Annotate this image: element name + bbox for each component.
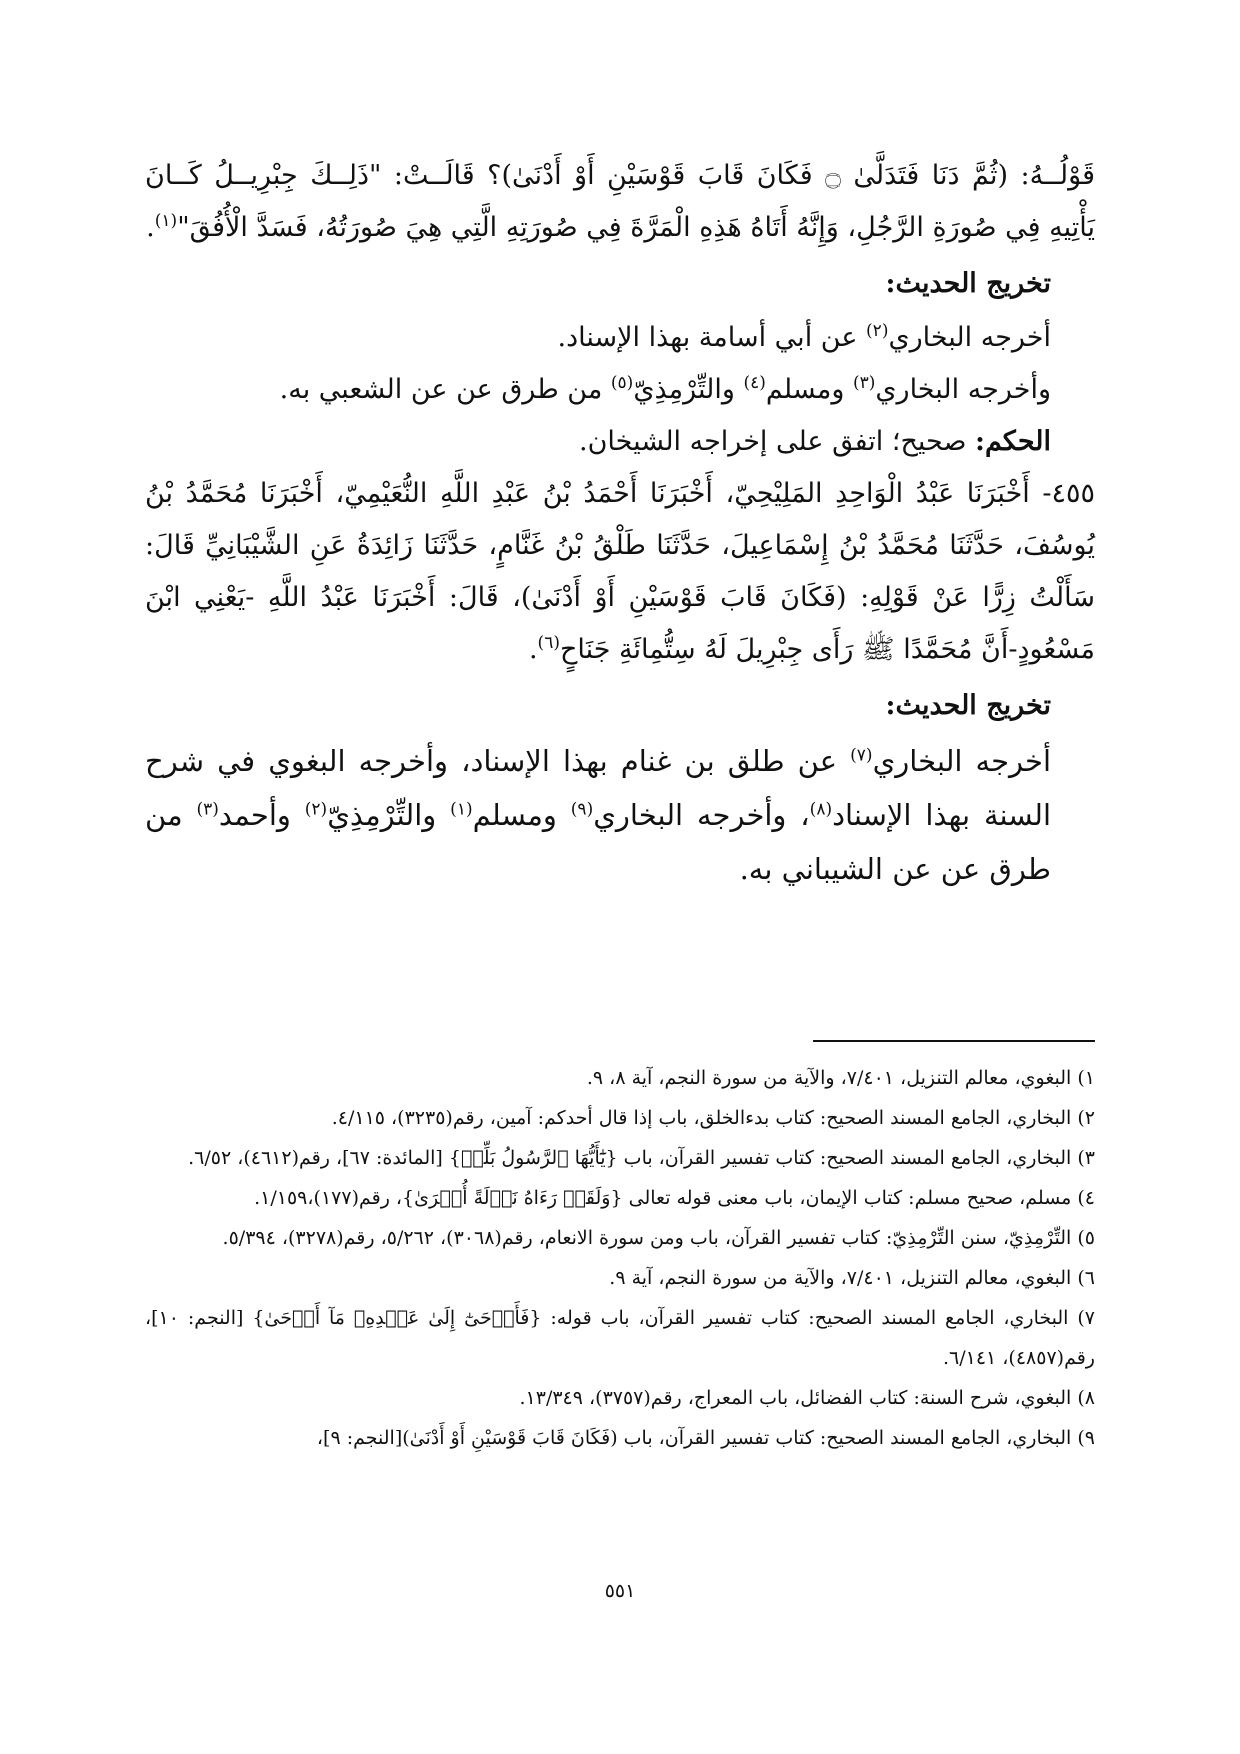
footnote-ref-1[interactable]: (١) <box>154 211 178 231</box>
footnotes-section <box>145 1058 1095 1458</box>
section-heading-takhrij-2: تخريج الحديث: <box>885 690 1051 721</box>
text-run: أخرجه البخاري <box>872 744 1051 778</box>
hadith-text: ٤٥٥- أَخْبَرَنَا عَبْدُ الْوَاحِدِ المَلِيْحِيّ، أَخْبَرَنَا أَحْمَدُ بْنُ عَبْدِ اللَّهِ النُّعَيْمِيّ، أَخْبَرَنَا مُحَمَّدُ بْنُ يُوسُفَ، حَدَّثَنَا مُحَمَّدُ بْنُ إِسْمَاعِيلَ، حَدَّثَنَا طَلْقُ بْنُ غَنَّامٍ، حَدَّثَنَا زَائِدَةُ عَنِ الشَّيْبَانِيِّ قَالَ: سَأَلْتُ زِرًّا عَنْ قَوْلِهِ: (فَكَانَ قَابَ قَوْسَيْنِ أَوْ أَدْنَىٰ)، قَالَ: أَخْبَرَنَا عَبْدُ اللَّهِ -يَعْنِي ابْنَ مَسْعُودٍ-أَنَّ مُحَمَّدًا ﷺ رَأَى جِبْرِيلَ لَهُ سِتُّمِائَةِ جَنَاحٍ <box>145 478 1095 665</box>
footnote-ref-next-2[interactable]: (٢) <box>304 799 328 820</box>
footnote-ref-3[interactable]: (٣) <box>852 373 876 393</box>
footnote-ref-7[interactable]: (٧) <box>850 745 873 766</box>
text-run: ، وأخرجه البخاري <box>593 798 810 832</box>
quote-text: قَوْلُــهُ: (ثُمَّ دَنَا فَتَدَلَّىٰ ۝ فَكَانَ قَابَ قَوْسَيْنِ أَوْ أَدْنَىٰ)؟ قَالَــتْ: "ذَلِــكَ جِبْرِيــلُ كَــانَ يَأْتِيهِ فِي صُورَةِ الرَّجُلِ، وَإِنَّهُ أَتَاهُ هَذِهِ الْمَرَّةَ فِي صُورَتِهِ الَّتِي هِيَ صُورَتُهُ، فَسَدَّ الْأُفُقَ" <box>145 160 1096 243</box>
text-run: أخرجه البخاري <box>888 322 1051 353</box>
footnote-divider <box>813 1040 1095 1042</box>
section-heading-takhrij: تخريج الحديث: <box>885 268 1051 299</box>
text-run: من طرق عن عن الشعبي به. <box>279 374 611 405</box>
footnote-ref-5[interactable]: (٥) <box>610 373 634 393</box>
footnote-9: ٩) البخاري، الجامع المسند الصحيح: كتاب تفسير القرآن، باب (فَكَانَ قَابَ قَوْسَيْنِ أَوْ أَدْنَىٰ)[النجم: ٩]، <box>316 1427 1095 1449</box>
footnote-ref-6[interactable]: (٦) <box>537 633 560 653</box>
hukm-line <box>145 416 1095 468</box>
text-run: وأخرجه البخاري <box>875 374 1051 405</box>
text-run: ومسلم <box>765 374 853 405</box>
text-run: من طرق عن عن الشيباني به. <box>145 798 1051 886</box>
text-run: عن أبي أسامة بهذا الإسناد. <box>557 322 867 353</box>
footnote-1: ١) البغوي، معالم التنزيل، ٧/٤٠١، والآية من سورة النجم، آية ٨، ٩. <box>586 1067 1095 1089</box>
text-run: ومسلم <box>472 798 571 832</box>
footnote-ref-8[interactable]: (٨) <box>809 799 833 820</box>
footnote-8: ٨) البغوي، شرح السنة: كتاب الفضائل، باب المعراج، رقم(٣٧٥٧)، ١٣/٣٤٩. <box>519 1387 1095 1409</box>
footnote-ref-next-1[interactable]: (١) <box>450 799 473 820</box>
main-text <box>145 150 1095 896</box>
footnote-ref-2[interactable]: (٢) <box>866 321 889 341</box>
takhrij-line-1 <box>145 312 1095 364</box>
page-number: ٥٥١ <box>604 1580 636 1602</box>
hadith-455-paragraph <box>145 468 1095 676</box>
quote-paragraph <box>145 150 1095 254</box>
footnote-ref-4[interactable]: (٤) <box>743 373 766 393</box>
text-run: والتِّرْمِذِيّ <box>633 374 744 405</box>
footnote-6: ٦) البغوي، معالم التنزيل، ٧/٤٠١، والآية من سورة النجم، آية ٩. <box>609 1267 1095 1289</box>
hukm-text: صحيح؛ اتفق على إخراجه الشيخان. <box>579 426 975 457</box>
footnote-5: ٥) التِّرْمِذِيّ، سنن التِّرْمِذِيّ: كتاب تفسير القرآن، باب ومن سورة الانعام، رقم(٣٠٦٨)، ٥/٢٦٢، رقم(٣٢٧٨)، ٥/٣٩٤. <box>222 1227 1095 1249</box>
text-run: عن طلق بن غنام بهذا الإسناد، وأخرجه البغوي في شرح السنة بهذا الإسناد <box>145 744 1052 832</box>
footnote-2: ٢) البخاري، الجامع المسند الصحيح: كتاب بدءالخلق، باب إذا قال أحدكم: آمين، رقم(٣٢٣٥)، ٤/١١٥. <box>331 1107 1095 1129</box>
footnote-ref-9[interactable]: (٩) <box>570 799 594 820</box>
footnote-ref-next-3[interactable]: (٣) <box>196 799 219 820</box>
takhrij-paragraph-2 <box>145 734 1095 896</box>
footnote-3: ٣) البخاري، الجامع المسند الصحيح: كتاب تفسير القرآن، باب {يَٰٓأَيُّهَا ٱلرَّسُولُ بَلِّغۡ} [المائدة: ٦٧]، رقم(٤٦١٢)، ٦/٥٢. <box>188 1147 1095 1169</box>
footnote-7: ٧) البخاري، الجامع المسند الصحيح: كتاب تفسير القرآن، باب قوله: {فَأَوۡحَىٰٓ إِلَىٰ عَبۡدِهِۦ مَآ أَوۡحَىٰ} [النجم: ١٠]، رقم(٤٨٥٧)، ٦/١٤١. <box>145 1307 1095 1369</box>
takhrij-line-2 <box>145 364 1095 416</box>
footnote-4: ٤) مسلم، صحيح مسلم: كتاب الإيمان، باب معنى قوله تعالى {وَلَقَدۡ رَءَاهُ نَزۡلَةً أُخۡرَىٰ}، رقم(١٧٧)،١/١٥٩. <box>254 1187 1095 1209</box>
text-run: وأحمد <box>218 798 305 832</box>
text-run: والتِّرْمِذِيّ <box>327 798 451 832</box>
punctuation: . <box>528 634 538 665</box>
punctuation: . <box>146 212 155 243</box>
hukm-label: الحكم: <box>974 426 1051 457</box>
